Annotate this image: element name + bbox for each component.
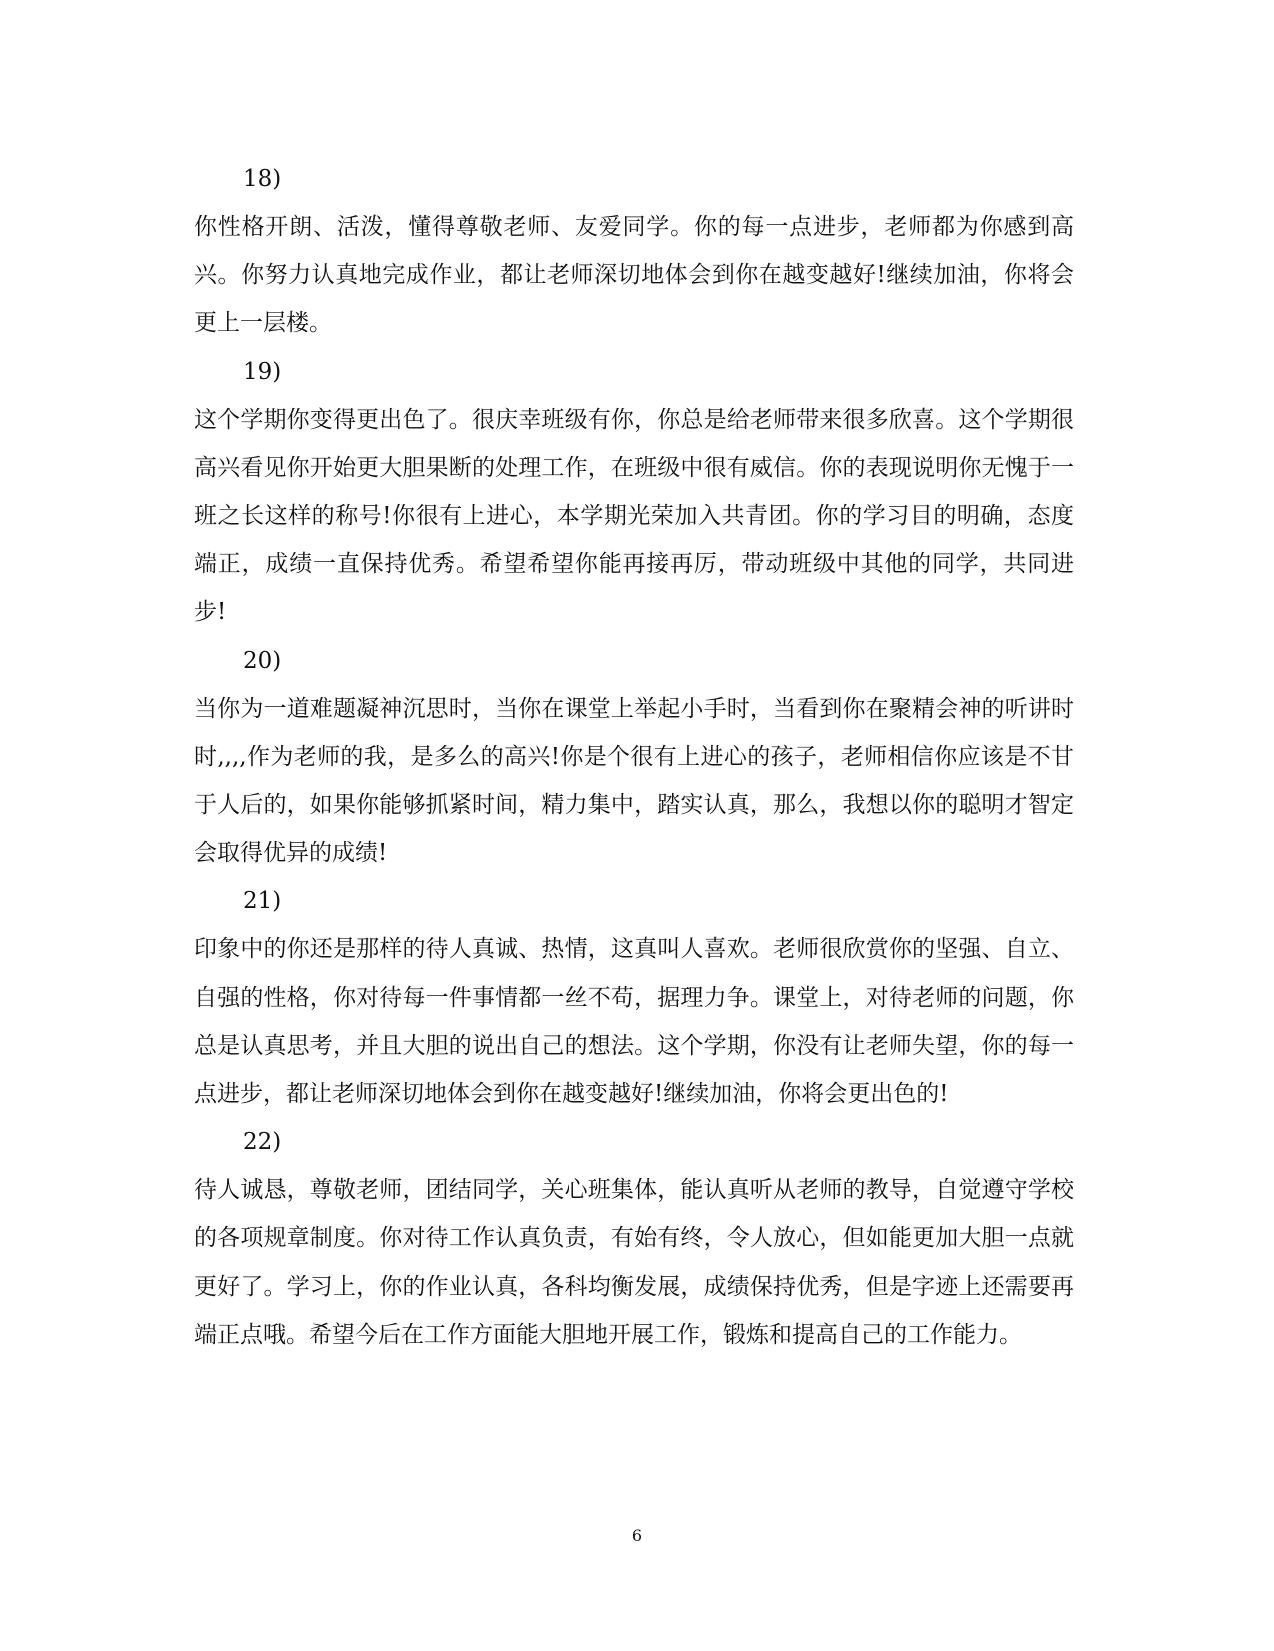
paragraph-line: 但是字迹上还需要再端正点哦。希望今后在工作方面能大胆地开展工作，锻炼和 bbox=[194, 1273, 1075, 1348]
paragraph-line: 加大胆一点就更好了。学习上，你的作业认真，各科均衡发展，成绩保持优秀， bbox=[194, 1225, 1075, 1300]
comment-entry-20 bbox=[194, 637, 1074, 878]
entry-number: 18) bbox=[243, 166, 282, 192]
paragraph-line: 想以你的聪明才智定会取得优异的成绩! bbox=[194, 792, 1075, 867]
paragraph-line: 学习目的明确，态度端正，成绩一直保持优秀。希望希望你能再接再厉，带动班 bbox=[194, 503, 1075, 578]
paragraph-line: 自立、自强的性格，你对待每一件事情都一丝不苟，据理力争。课堂上，对待老 bbox=[194, 936, 1075, 1011]
entry-number: 22) bbox=[243, 1129, 282, 1156]
paragraph-line: 你将会更出色的! bbox=[778, 1081, 949, 1108]
entry-number: 21) bbox=[243, 888, 282, 915]
entry-number: 20) bbox=[243, 647, 282, 674]
entry-paragraph bbox=[194, 925, 1074, 1118]
paragraph-line: 油，你将会更上一层楼。 bbox=[194, 262, 1074, 337]
paragraph-line: 到高兴。你努力认真地完成作业，都让老师深切地体会到你在越变越好!继续加 bbox=[194, 214, 1075, 289]
comment-entry-18 bbox=[194, 155, 1074, 348]
paragraph-line: 待人诚恳，尊敬老师，团结同学，关心班集体，能认真听从老师的教导，自觉遵 bbox=[194, 1177, 1005, 1204]
entry-paragraph bbox=[194, 396, 1074, 637]
paragraph-line: 当你为一道难题凝神沉思时，当你在课堂上举起小手时，当看到你在聚精会神的 bbox=[194, 695, 1005, 722]
comment-entry-19 bbox=[194, 348, 1074, 637]
entry-number: 19) bbox=[243, 358, 282, 385]
paragraph-line: 你性格开朗、活泼，懂得尊敬老师、友爱同学。你的每一点进步，老师都为你感 bbox=[194, 214, 1028, 240]
paragraph-line: 这个学期你变得更出色了。很庆幸班级有你，你总是给老师带来很多欣喜。这个 bbox=[194, 406, 1005, 433]
paragraph-line: 学期很高兴看见你开始更大胆果断的处理工作，在班级中很有威信。你的表现说 bbox=[194, 406, 1075, 481]
paragraph-line: 听讲时时,,,,作为老师的我，是多么的高兴!你是个很有上进心的孩子，老师相信 bbox=[194, 695, 1075, 770]
page-number: 6 bbox=[631, 1526, 643, 1545]
entry-paragraph bbox=[194, 1166, 1074, 1359]
paragraph-line: 提高自己的工作能力。 bbox=[792, 1321, 1022, 1348]
paragraph-line: 明你无愧于一班之长这样的称号!你很有上进心，本学期光荣加入共青团。你的 bbox=[194, 454, 1075, 530]
comment-entry-21 bbox=[194, 877, 1074, 1118]
entry-paragraph bbox=[194, 685, 1074, 878]
paragraph-line: 老师失望，你的每一点进步，都让老师深切地体会到你在越变越好!继续加油， bbox=[194, 1032, 1075, 1108]
document-body bbox=[194, 155, 1074, 1359]
paragraph-line: 你应该是不甘于人后的，如果你能够抓紧时间，精力集中，踏实认真，那么，我 bbox=[194, 743, 1074, 819]
paragraph-line: 守学校的各项规章制度。你对待工作认真负责，有始有终，令人放心，但如能更 bbox=[194, 1177, 1075, 1252]
comment-entry-22 bbox=[194, 1118, 1074, 1359]
paragraph-line: 级中其他的同学，共同进步! bbox=[194, 551, 1075, 626]
paragraph-line: 印象中的你还是那样的待人真诚、热情，这真叫人喜欢。老师很欣赏你的坚强、 bbox=[194, 936, 1005, 963]
paragraph-line: 师的问题，你总是认真思考，并且大胆的说出自己的想法。这个学期，你没有让 bbox=[194, 984, 1075, 1059]
entry-paragraph bbox=[194, 203, 1074, 348]
